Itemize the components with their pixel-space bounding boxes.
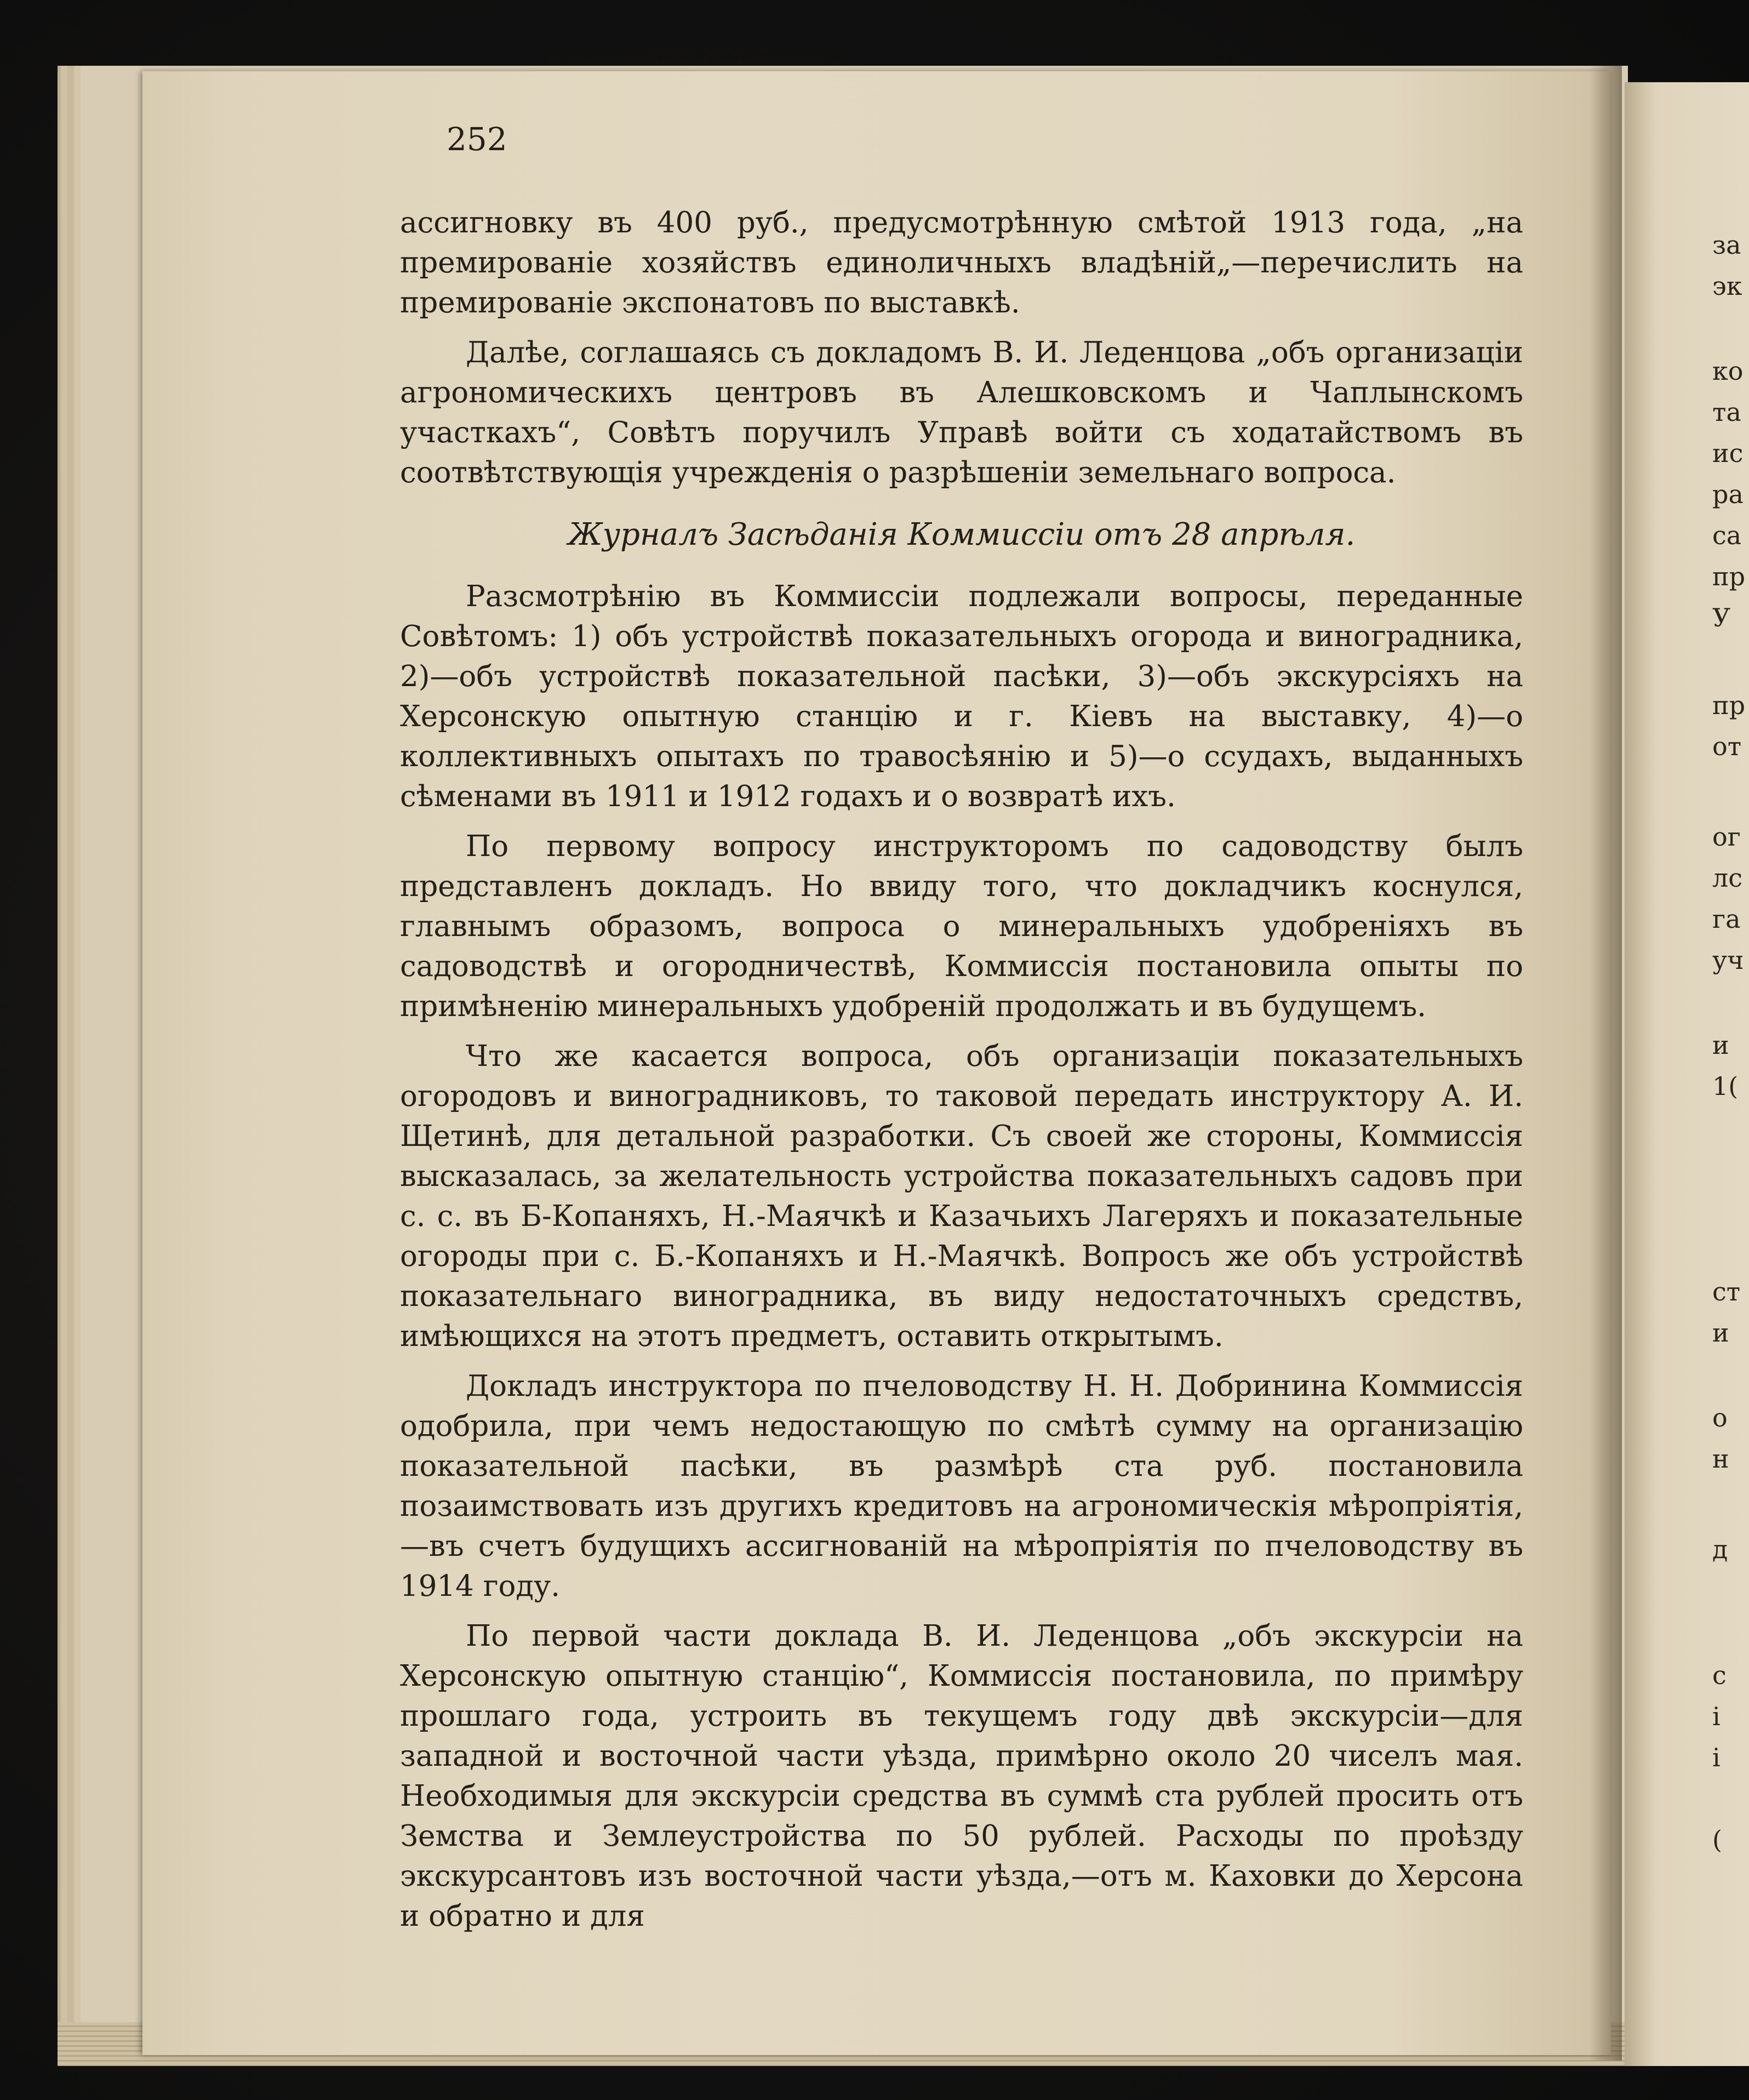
right-fragment: ко bbox=[1712, 356, 1744, 386]
right-fragment: га bbox=[1712, 904, 1741, 934]
right-fragment: та bbox=[1712, 397, 1741, 427]
paragraph: Докладъ инструктора по пчеловодству Н. Н. Добринина Коммиссія одобрила, при чемъ недостающую по смѣтѣ сумму на организацію показательной пасѣки, въ размѣрѣ ста руб. постановила позаимствовать изъ другихъ кредитовъ на агрономическія мѣропріятія,—въ счетъ будущихъ ассигнованій на мѣропріятія по пчеловодству въ 1914 году. bbox=[400, 1369, 1523, 1603]
paragraph: По первой части доклада В. И. Леденцова „объ экскурсіи на Херсонскую опытную станцію“, Коммиссія постановила, по примѣру прошлаго года, устроить въ текущемъ году двѣ экскурсіи—для западной и восточной части уѣзда, примѣрно около 20 чиселъ мая. Необходимыя для экскурсіи средства въ суммѣ ста рублей просить отъ Земства и Землеустройства по 50 рублей. Расходы по проѣзду экскурсантовъ изъ восточной части уѣзда,—отъ м. Каховки до Херсона и обратно и для bbox=[400, 1619, 1523, 1933]
right-fragment: ст bbox=[1712, 1277, 1741, 1306]
paragraph: Разсмотрѣнію въ Коммиссіи подлежали вопросы, переданные Совѣтомъ: 1) объ устройствѣ показательныхъ огорода и виноградника, 2)—объ устройствѣ показательной пасѣки, 3)—объ экскурсіяхъ на Херсонскую опытную станцію и г. Кіевъ на выставку, 4)—о коллективныхъ опытахъ по травосѣянію и 5)—о ссудахъ, выданныхъ сѣменами въ 1911 и 1912 годахъ и о возвратѣ ихъ. bbox=[400, 580, 1523, 813]
right-fragment: 1( bbox=[1712, 1071, 1739, 1101]
paragraph: По первому вопросу инструкторомъ по садоводству былъ представленъ докладъ. Но ввиду того, что докладчикъ коснулся, главнымъ образомъ, вопроса о минеральныхъ удобреніяхъ въ садоводствѣ и огородничествѣ, Коммиссія постановила опыты по примѣненію минеральныхъ удобреній продолжать и въ будущемъ. bbox=[400, 830, 1523, 1023]
right-fragment: і bbox=[1712, 1702, 1721, 1731]
right-fragment: д bbox=[1712, 1534, 1728, 1564]
right-fragment: пр bbox=[1712, 562, 1746, 591]
right-fragment: о bbox=[1712, 1403, 1728, 1433]
right-fragment: и bbox=[1712, 1030, 1729, 1060]
right-fragment: лс bbox=[1712, 863, 1742, 893]
right-fragment: от bbox=[1712, 732, 1742, 761]
right-fragment: У bbox=[1712, 603, 1731, 632]
right-page bbox=[1625, 82, 1749, 2066]
book-gutter bbox=[1589, 66, 1622, 2061]
paragraph: ассигновку въ 400 руб., предусмотрѣнную смѣтой 1913 года, „на премированіе хозяйствъ единоличныхъ владѣній„—перечислить на премированіе экспонатовъ по выставкѣ. bbox=[400, 206, 1523, 319]
right-fragment: за bbox=[1712, 230, 1741, 260]
right-fragment: ( bbox=[1712, 1825, 1722, 1854]
page-number: 252 bbox=[447, 121, 507, 158]
right-fragment: н bbox=[1712, 1444, 1729, 1474]
right-fragment: ра bbox=[1712, 480, 1744, 509]
paragraph: Что же касается вопроса, объ организаціи показательныхъ огородовъ и виноградниковъ, то таковой передать инструктору А. И. Щетинѣ, для детальной разработки. Съ своей же стороны, Коммиссія высказалась, за желательность устройства показательныхъ садовъ при с. с. въ Б-Копаняхъ, Н.-Маячкѣ и Казачьихъ Лагеряхъ и показательные огороды при с. Б.-Копаняхъ и Н.-Маячкѣ. Вопросъ же объ устройствѣ показательнаго виноградника, въ виду недостаточныхъ средствъ, имѣющихся на этотъ предметъ, оставить открытымъ. bbox=[400, 1040, 1523, 1353]
paragraph: Далѣе, соглашаясь съ докладомъ В. И. Леденцова „объ организаціи агрономическихъ центровъ въ Алешковскомъ и Чаплынскомъ участкахъ“, Совѣтъ поручилъ Управѣ войти съ ходатайствомъ въ соотвѣтствующія учрежденія о разрѣшеніи земельнаго вопроса. bbox=[400, 336, 1523, 489]
right-fragment: пр bbox=[1712, 691, 1746, 720]
right-fragment: са bbox=[1712, 521, 1742, 550]
right-fragment: ис bbox=[1712, 438, 1744, 468]
right-fragment: ог bbox=[1712, 822, 1741, 852]
right-fragment: і bbox=[1712, 1743, 1721, 1772]
page-text bbox=[400, 203, 1523, 1946]
right-fragment: с bbox=[1712, 1660, 1727, 1690]
right-fragment: уч bbox=[1712, 945, 1744, 975]
section-heading: Журналъ Засѣданія Коммиссіи отъ 28 апрѣля. bbox=[568, 517, 1356, 552]
right-fragment: эк bbox=[1712, 271, 1742, 301]
right-fragment: и bbox=[1712, 1318, 1729, 1348]
